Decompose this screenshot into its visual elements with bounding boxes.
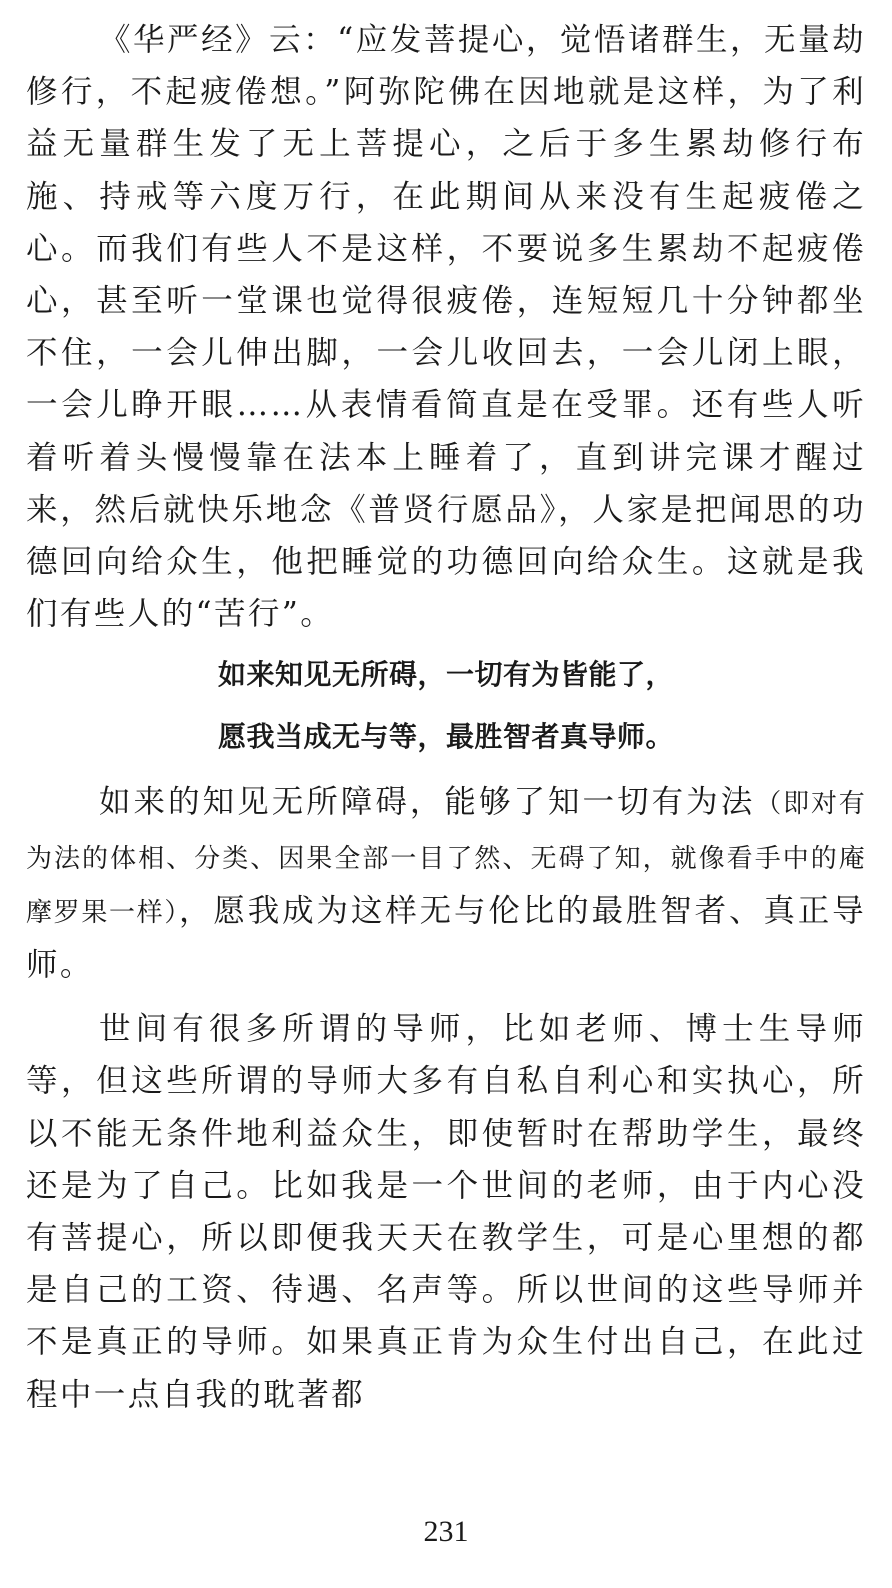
page-number: 231 <box>423 1515 469 1548</box>
paragraph-worldly-teachers: 世间有很多所谓的导师，比如老师、博士生导师等，但这些所谓的导师大多有自私自利心和实执心，所以不能无条件地利益众生，即使暂时在帮助学生，最终还是为了自己。比如我是一个世间的老师，由于内心没有菩提心，所以即便我天天在教学生，可是心里想的都是自己的工资、待遇、名声等。所以世间的这些导师并不是真正的导师。如果真正肯为众生付出自己，在此过程中一点自我的耽著都 <box>26 1011 866 1413</box>
paragraph-avatamsaka-quote: 《华严经》云：“应发菩提心，觉悟诸群生，无量劫修行，不起疲倦想。”阿弥陀佛在因地就是这样，为了利益无量群生发了无上菩提心，之后于多生累劫修行布施、持戒等六度万行，在此期间从来没有生起疲倦之心。而我们有些人不是这样，不要说多生累劫不起疲倦心，甚至听一堂课也觉得很疲倦，连短短几十分钟都坐不住，一会儿伸出脚，一会儿收回去，一会儿闭上眼，一会儿睁开眼……从表情看简直是在受罪。还有些人听着听着头慢慢靠在法本上睡着了，直到讲完课才醒过来，然后就快乐地念《普贤行愿品》，人家是把闻思的功德回向给众生，他把睡觉的功德回向给众生。这就是我们有些人的“苦行”。 <box>26 22 866 633</box>
verse-line-2: 愿我当成无与等，最胜智者真导师。 <box>217 720 674 754</box>
explanation-rest-text: ，愿我成为这样无与伦比的最胜智者、真正导师。 <box>26 892 866 984</box>
page-body <box>26 14 866 1421</box>
verse-block <box>26 644 866 768</box>
explanation-main-text: 如来的知见无所障碍，能够了知一切有为法 <box>99 784 756 821</box>
explanation-note: （即对有为法的体相、分类、因果全部一目了然、无碍了知，就像看手中的庵摩罗果一样） <box>26 789 866 928</box>
paragraph-verse-explanation <box>26 776 866 991</box>
verse-line-1: 如来知见无所碍，一切有为皆能了， <box>217 658 674 692</box>
